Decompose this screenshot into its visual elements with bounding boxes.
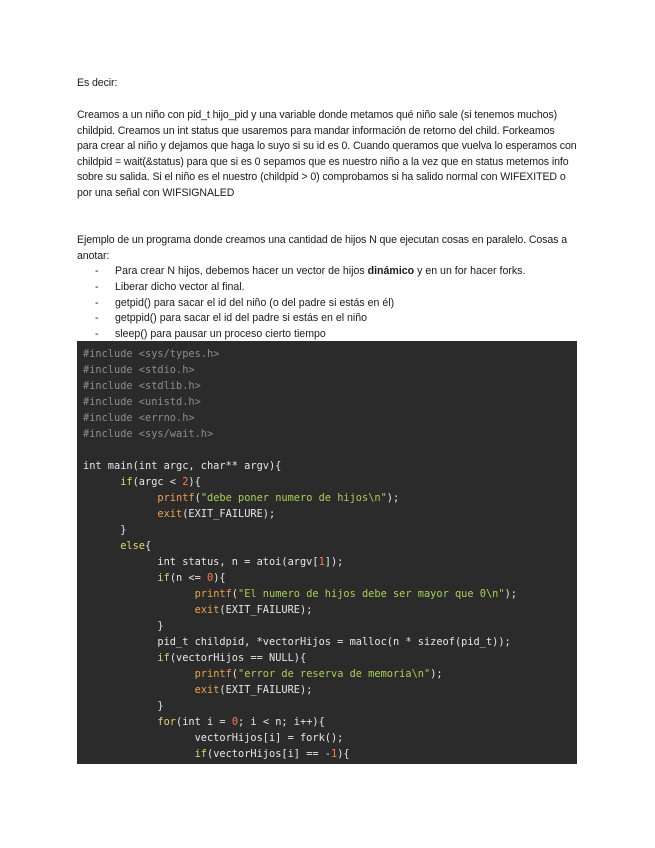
code-token: pid_t childpid, *vectorHijos = malloc(n * sizeof(pid_t)); [83, 636, 511, 648]
code-token [83, 540, 120, 552]
code-token: { [145, 540, 152, 552]
code-token: } [83, 620, 164, 632]
code-token: "debe poner numero de hijos\n" [200, 492, 387, 504]
code-token: int main(int argc, char** argv){ [83, 460, 282, 472]
code-token: (vectorHijos[i] == - [207, 748, 331, 760]
code-token: ){ [188, 476, 201, 488]
paragraph-explanation: Creamos a un niño con pid_t hijo_pid y una variable donde metamos qué niño sale (si tenemos muchos) childpid. Creamos un int status que usaremos para mandar información de retorno del child. Forkeamos para crear al niño y dejamos que haga lo suyo si su id es 0. Cuando queramos que vuelva lo esperamos con childpid = wait(&status) para que si es 0 sepamos que es nuestro niño a la vez que en status metemos info sobre su salida. Si el niño es el nuestro (childpid > 0) comprobamos si ha salido normal con WIFEXITED o por una señal con WIFSIGNALED [77, 109, 577, 199]
bullet-dash: - [95, 265, 99, 277]
code-token: (argc < [132, 476, 183, 488]
code-token: 2 [182, 476, 189, 488]
code-token: (EXIT_FAILURE); [219, 684, 313, 696]
code-token: if [120, 476, 133, 488]
code-line [83, 538, 517, 554]
list-item-text: sleep() para pausar un proceso cierto tiempo [115, 328, 326, 341]
code-token: ); [386, 492, 400, 504]
code-token [83, 716, 157, 728]
paragraph-intro: Es decir: [77, 77, 118, 89]
code-token: #include <sys/types.h> [83, 348, 220, 360]
code-line [83, 554, 517, 570]
code-token: 1 [331, 748, 338, 760]
code-token: } [83, 700, 164, 712]
code-token: (int i = [176, 716, 232, 728]
code-token: exit [194, 684, 220, 696]
code-token: for [157, 716, 177, 728]
code-line [83, 394, 517, 410]
code-line [83, 650, 517, 666]
code-token: #include <unistd.h> [83, 396, 201, 408]
list-item [77, 296, 582, 312]
list-item [77, 280, 582, 296]
list-item [77, 264, 582, 280]
code-token: "error de reserva de memoria\n" [238, 668, 431, 680]
code-token: ){ [337, 748, 350, 760]
code-token: (EXIT_FAILURE); [182, 508, 276, 520]
code-line [83, 426, 517, 442]
notes-list [77, 264, 582, 343]
code-token [83, 588, 195, 600]
code-token [83, 492, 157, 504]
list-item-bold-text: dinámico [367, 265, 415, 277]
code-token: ( [194, 492, 201, 504]
bullet-dash: - [95, 328, 99, 341]
code-token [83, 604, 195, 616]
code-token: exit [194, 604, 220, 616]
list-item-text: getppid() para sacar el id del padre si estás en el niño [115, 312, 368, 325]
bullet-dash: - [95, 280, 99, 293]
code-token: ( [231, 588, 238, 600]
list-item-text: Para crear N hijos, debemos hacer un vector de hijos [115, 265, 368, 277]
code-block [77, 341, 577, 764]
list-item-text: y en un for hacer forks. [414, 265, 526, 277]
code-token: exit [157, 508, 183, 520]
code-token: 0 [231, 716, 239, 728]
code-token: (EXIT_FAILURE); [219, 604, 313, 616]
code-token: else [120, 540, 146, 552]
code-token: if [157, 572, 170, 584]
code-token: if [194, 748, 207, 760]
code-token: #include <sys/wait.h> [83, 428, 214, 440]
code-lines [83, 346, 517, 762]
code-line [83, 474, 517, 490]
code-token: #include <stdlib.h> [83, 380, 201, 392]
paragraph-example: Ejemplo de un programa donde creamos una cantidad de hijos N que ejecutan cosas en paralelo. Cosas a anotar: [77, 234, 567, 262]
list-item-text: Liberar dicho vector al final. [115, 280, 245, 293]
code-token [83, 572, 157, 584]
code-token: int status, n = atoi(argv[ [83, 556, 319, 568]
code-line [83, 618, 517, 634]
bullet-dash: - [95, 312, 99, 325]
code-line [83, 730, 517, 746]
code-line [83, 586, 517, 602]
code-line [83, 378, 517, 394]
code-token: 0 [207, 572, 214, 584]
code-token: ; i < n; i++){ [238, 716, 325, 728]
code-token: #include <errno.h> [83, 412, 195, 424]
code-line [83, 458, 517, 474]
code-line [83, 442, 517, 458]
code-token: printf [194, 588, 232, 600]
code-token: } [83, 524, 127, 536]
code-line [83, 506, 517, 522]
code-token [83, 508, 157, 520]
code-token: ); [430, 668, 443, 680]
code-line [83, 522, 517, 538]
code-token: vectorHijos[i] = fork(); [83, 732, 344, 744]
code-token: printf [194, 668, 232, 680]
code-token: (vectorHijos == NULL){ [169, 652, 307, 664]
code-line [83, 714, 517, 730]
code-line [83, 362, 517, 378]
code-token: printf [157, 492, 195, 504]
code-token [83, 684, 195, 696]
code-token: 1 [318, 556, 325, 568]
code-line [83, 698, 517, 714]
bullet-dash: - [95, 296, 99, 309]
code-line [83, 410, 517, 426]
code-line [83, 346, 517, 362]
list-item [77, 311, 582, 327]
code-line [83, 490, 517, 506]
code-token [83, 748, 195, 760]
code-line [83, 666, 517, 682]
code-line [83, 602, 517, 618]
code-line [83, 634, 517, 650]
list-item-text: getpid() para sacar el id del niño (o del padre si estás en él) [115, 296, 395, 309]
code-line [83, 682, 517, 698]
code-token [83, 668, 195, 680]
code-token: ){ [213, 572, 226, 584]
code-token: ]); [324, 556, 344, 568]
code-token: (n <= [169, 572, 208, 584]
code-token: "El numero de hijos debe ser mayor que 0\n" [238, 588, 505, 600]
code-token: #include <stdio.h> [83, 364, 195, 376]
code-line [83, 746, 517, 762]
code-token [83, 476, 120, 488]
code-token [83, 652, 157, 664]
code-token: if [157, 652, 170, 664]
code-token: ); [504, 588, 517, 600]
code-token: ( [231, 668, 238, 680]
code-line [83, 570, 517, 586]
